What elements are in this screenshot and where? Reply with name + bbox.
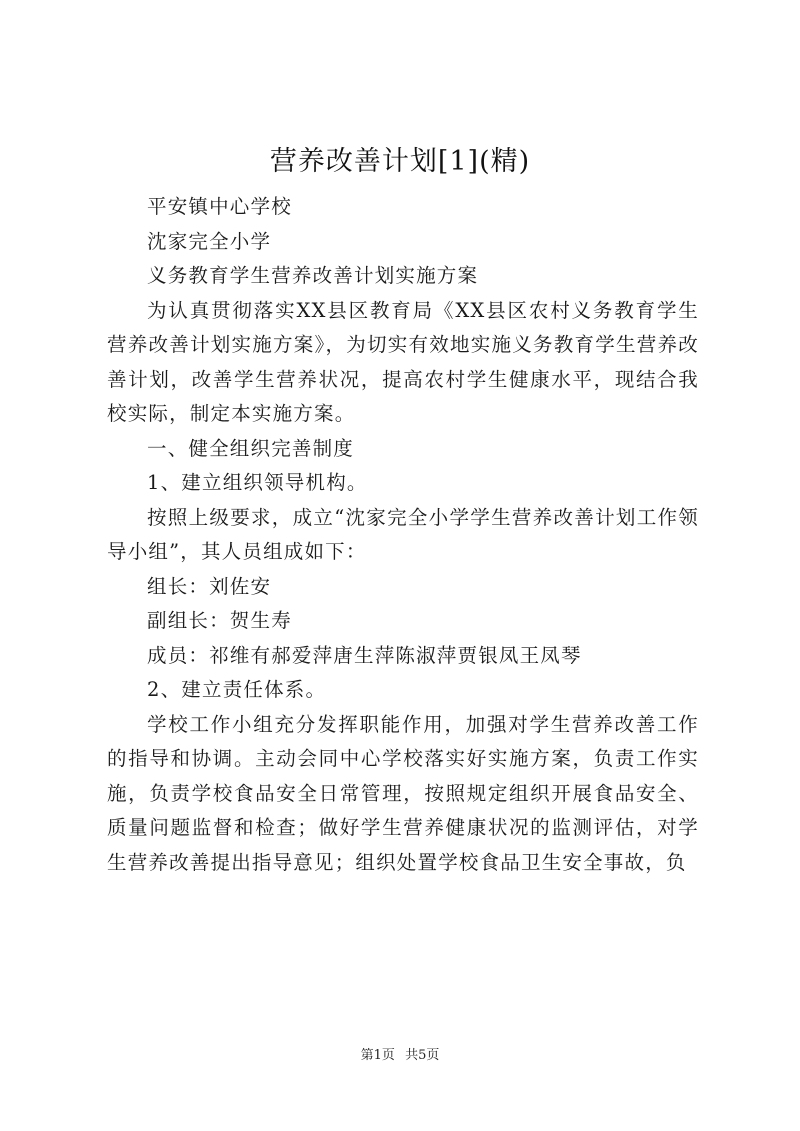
paragraph-primary-school: 沈家完全小学 <box>147 229 272 253</box>
page-total: 共5页 <box>405 1048 440 1063</box>
paragraph-members: 成员：祁维有郝爱萍唐生萍陈淑萍贾银凤王凤琴 <box>147 643 582 667</box>
paragraph-school: 平安镇中心学校 <box>147 195 292 218</box>
paragraph-group-formation: 按照上级要求，成立“沈家完全小学学生营养改善计划工作领导小组”，其人员组成如下： <box>107 505 699 563</box>
paragraph-deputy-leader: 副组长：贺生寿 <box>147 609 292 632</box>
document-title: 营养改善计划[1](精) <box>269 146 531 177</box>
paragraph-plan-heading: 义务教育学生营养改善计划实施方案 <box>147 264 479 287</box>
document-body <box>107 190 699 880</box>
paragraph-group-leader: 组长：刘佐安 <box>147 574 272 598</box>
section-heading-organization: 一、健全组织完善制度 <box>147 436 355 460</box>
paragraph-intro: 为认真贯彻落实XX县区教育局《XX县区农村义务教育学生营养改善计划实施方案》，为切实有效地实施义务教育学生营养改善计划，改善学生营养状况，提高农村学生健康水平，现结合我校实际，制定本实施方案。 <box>107 298 699 425</box>
page-number: 第1页 <box>360 1048 395 1063</box>
subsection-heading-leadership: 1、建立组织领导机构。 <box>147 471 368 494</box>
paragraph-responsibility: 学校工作小组充分发挥职能作用，加强对学生营养改善工作的指导和协调。主动会同中心学校落实好实施方案，负责工作实施，负责学校食品安全日常管理，按照规定组织开展食品安全、质量问题监督和检查；做好学生营养健康状况的监测评估，对学生营养改善提出指导意见；组织处置学校食品卫生安全事故，负 <box>107 712 699 874</box>
page-footer <box>0 1046 800 1066</box>
subsection-heading-responsibility: 2、建立责任体系。 <box>147 678 327 701</box>
